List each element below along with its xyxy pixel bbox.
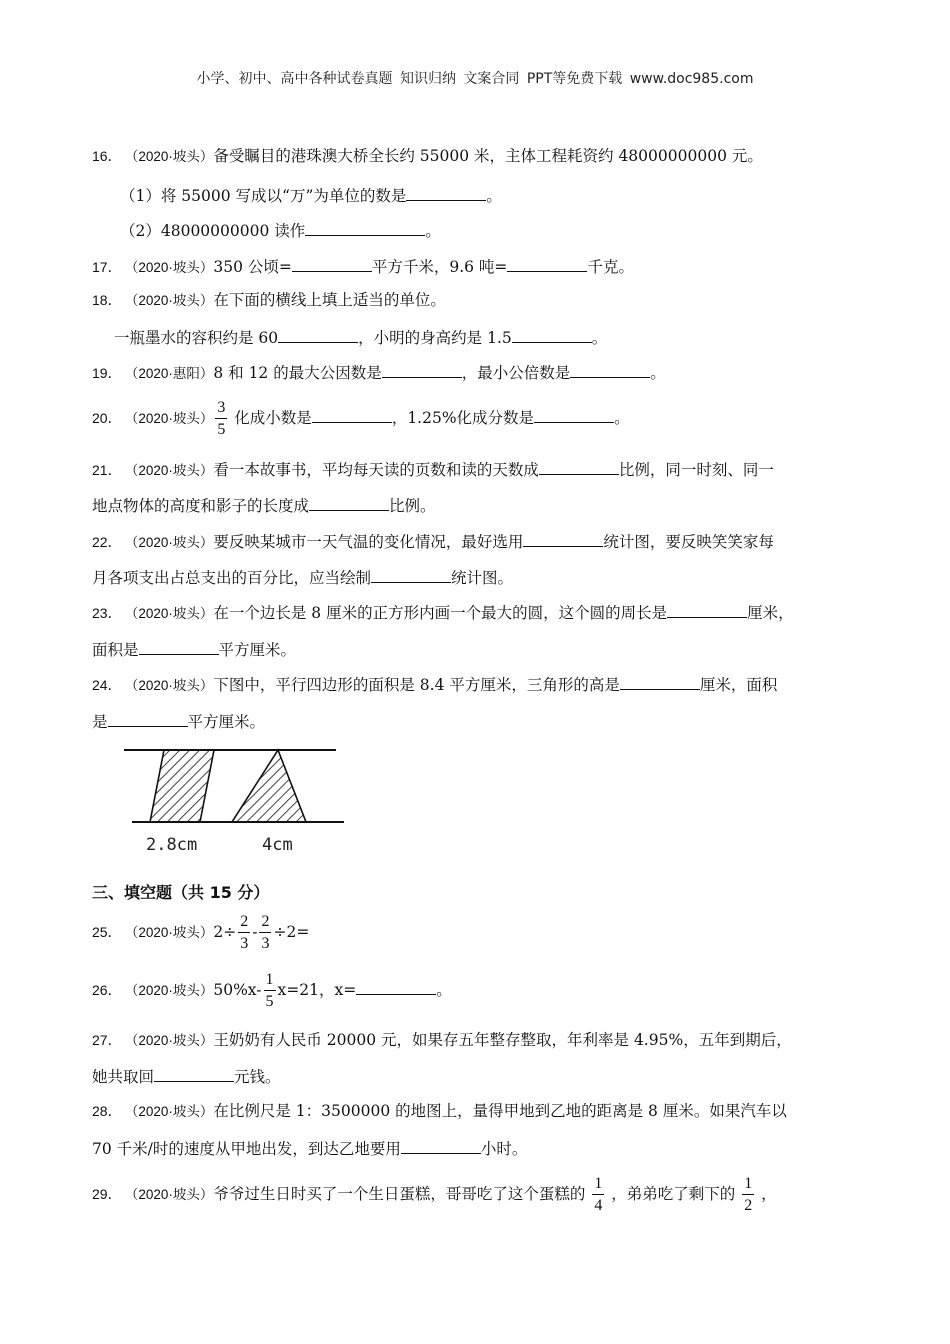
question-source: （2020·坡头） bbox=[131, 1104, 214, 1119]
question-source: （2020·坡头） bbox=[131, 535, 214, 550]
question-number: 29． bbox=[92, 1186, 122, 1202]
question-27 bbox=[92, 1030, 792, 1051]
question-text: 是 bbox=[92, 713, 108, 731]
question-24 bbox=[92, 673, 777, 696]
question-text: 她共取回 bbox=[92, 1068, 155, 1086]
question-text: 千克。 bbox=[587, 258, 634, 276]
question-text: 备受瞩目的港珠澳大桥全长约 55000 米，主体工程耗资约 48000000000 元。 bbox=[213, 147, 763, 165]
question-number: 22． bbox=[92, 534, 122, 550]
answer-blank[interactable] bbox=[401, 1137, 481, 1154]
question-text: 。 bbox=[650, 364, 666, 382]
question-24-line-2 bbox=[92, 710, 265, 732]
fraction bbox=[264, 972, 276, 1010]
fraction bbox=[215, 400, 227, 438]
fraction-denominator: 5 bbox=[265, 993, 274, 1010]
question-19 bbox=[92, 361, 666, 384]
question-text: 。 bbox=[436, 981, 452, 999]
question-number: 28． bbox=[92, 1103, 122, 1119]
question-text: ÷2= bbox=[273, 923, 310, 941]
question-text: 厘米， bbox=[747, 604, 794, 622]
fraction-numerator: 1 bbox=[742, 1176, 754, 1195]
fraction-numerator: 2 bbox=[238, 914, 250, 933]
answer-blank[interactable] bbox=[667, 601, 747, 618]
question-text: 小时。 bbox=[480, 1140, 528, 1158]
question-text: 2÷ bbox=[213, 923, 237, 941]
question-text: 平方厘米。 bbox=[218, 641, 297, 659]
part-text: （1）将 55000 写成以“万”为单位的数是 bbox=[120, 187, 407, 205]
fraction-numerator: 2 bbox=[259, 914, 271, 933]
question-number: 27． bbox=[92, 1032, 122, 1048]
question-22-line-2 bbox=[92, 566, 513, 588]
question-26 bbox=[92, 970, 452, 1011]
question-27-line-2 bbox=[92, 1065, 281, 1087]
question-text: 在一个边长是 8 厘米的正方形内画一个最大的圆，这个圆的周长是 bbox=[213, 604, 668, 622]
question-text: ， bbox=[761, 1185, 777, 1203]
question-text: 月各项支出占总支出的百分比，应当绘制 bbox=[92, 569, 372, 587]
part-end: 。 bbox=[486, 187, 502, 205]
question-text: 比例。 bbox=[389, 497, 436, 515]
question-text: 下图中，平行四边形的面积是 8.4 平方厘米，三角形的高是 bbox=[213, 676, 620, 694]
question-23 bbox=[92, 601, 794, 624]
question-18-line-2 bbox=[114, 326, 607, 348]
answer-blank[interactable] bbox=[154, 1065, 234, 1082]
question-number: 20． bbox=[92, 410, 122, 426]
question-number: 17． bbox=[92, 259, 122, 275]
question-17 bbox=[92, 255, 634, 278]
fraction-denominator: 2 bbox=[744, 1197, 753, 1214]
label-base-triangle: 4cm bbox=[262, 835, 293, 855]
answer-blank[interactable] bbox=[312, 406, 392, 423]
question-source: （2020·坡头） bbox=[131, 983, 214, 998]
question-text: ，弟弟吃了剩下的 bbox=[611, 1185, 736, 1203]
answer-blank[interactable] bbox=[570, 361, 650, 378]
fraction-denominator: 4 bbox=[594, 1197, 603, 1214]
question-text: 8 和 12 的最大公因数是 bbox=[213, 364, 382, 382]
question-16-part-1 bbox=[120, 184, 502, 206]
question-text: 地点物体的高度和影子的长度成 bbox=[92, 497, 310, 515]
question-text: 50%x- bbox=[213, 981, 262, 999]
answer-blank[interactable] bbox=[108, 710, 188, 727]
question-text: ，1.25%化成分数是 bbox=[391, 409, 535, 427]
question-text: 统计图。 bbox=[451, 569, 514, 587]
question-number: 21． bbox=[92, 462, 122, 478]
question-number: 18． bbox=[92, 292, 122, 308]
question-28 bbox=[92, 1101, 787, 1122]
question-number: 16． bbox=[92, 148, 122, 164]
question-source: （2020·坡头） bbox=[131, 1033, 214, 1048]
question-text: 。 bbox=[614, 409, 630, 427]
answer-blank[interactable] bbox=[620, 673, 700, 690]
question-text: 化成小数是 bbox=[234, 409, 312, 427]
question-20 bbox=[92, 398, 630, 439]
fraction-numerator: 1 bbox=[264, 972, 276, 991]
answer-blank[interactable] bbox=[305, 219, 425, 236]
question-22 bbox=[92, 530, 774, 553]
question-text: 王奶奶有人民币 20000 元，如果存五年整存整取，年利率是 4.95%，五年到期后， bbox=[213, 1031, 792, 1049]
fraction bbox=[238, 914, 250, 952]
triangle bbox=[232, 750, 306, 822]
question-29 bbox=[92, 1174, 777, 1215]
fraction-numerator: 1 bbox=[592, 1176, 604, 1195]
answer-blank[interactable] bbox=[278, 326, 358, 343]
answer-blank[interactable] bbox=[507, 255, 587, 272]
question-text: ，最小公倍数是 bbox=[461, 364, 571, 382]
answer-blank[interactable] bbox=[382, 361, 462, 378]
fraction-denominator: 5 bbox=[217, 421, 226, 438]
part-text: （2）48000000000 读作 bbox=[120, 222, 306, 240]
question-16-part-2 bbox=[120, 219, 441, 241]
question-text: 爷爷过生日时买了一个生日蛋糕，哥哥吃了这个蛋糕的 bbox=[213, 1185, 586, 1203]
question-source: （2020·惠阳） bbox=[131, 366, 214, 381]
question-18 bbox=[92, 290, 446, 311]
fraction bbox=[259, 914, 271, 952]
fraction-denominator: 3 bbox=[261, 935, 270, 952]
question-number: 23． bbox=[92, 605, 122, 621]
question-21 bbox=[92, 458, 774, 481]
question-text: 看一本故事书，平均每天读的页数和读的天数成 bbox=[213, 461, 539, 479]
label-base-parallelogram: 2.8cm bbox=[146, 835, 198, 855]
answer-blank[interactable] bbox=[406, 184, 486, 201]
question-16 bbox=[92, 146, 763, 167]
answer-blank[interactable] bbox=[292, 255, 372, 272]
question-source: （2020·坡头） bbox=[131, 411, 214, 426]
question-21-line-2 bbox=[92, 494, 436, 516]
fraction bbox=[742, 1176, 754, 1214]
question-text: 。 bbox=[591, 329, 608, 347]
question-text: 要反映某城市一天气温的变化情况，最好选用 bbox=[213, 533, 524, 551]
question-28-line-2 bbox=[92, 1137, 527, 1159]
question-text: 在比例尺是 1：3500000 的地图上，量得甲地到乙地的距离是 8 厘米。如果汽车以 bbox=[213, 1102, 787, 1120]
question-text: ，小明的身高约是 1.5 bbox=[358, 329, 512, 347]
section-title: 三、填空题（共 15 分） bbox=[92, 883, 270, 902]
question-text: 平方厘米。 bbox=[187, 713, 266, 731]
question-text: 厘米，面积 bbox=[699, 676, 778, 694]
question-source: （2020·坡头） bbox=[131, 149, 214, 164]
question-text: 统计图，要反映笑笑家每 bbox=[603, 533, 774, 551]
question-text: - bbox=[252, 923, 258, 941]
parallelogram-triangle-figure bbox=[118, 742, 358, 860]
question-source: （2020·坡头） bbox=[131, 260, 214, 275]
question-source: （2020·坡头） bbox=[131, 293, 214, 308]
answer-blank[interactable] bbox=[371, 566, 451, 583]
fraction-numerator: 3 bbox=[215, 400, 227, 419]
question-number: 19． bbox=[92, 365, 122, 381]
question-25 bbox=[92, 912, 309, 953]
page-header: 小学、初中、高中各种试卷真题 知识归纳 文案合同 PPT等免费下载 www.doc985.com bbox=[196, 71, 754, 87]
answer-blank[interactable] bbox=[139, 638, 219, 655]
question-text: 350 公顷= bbox=[213, 258, 292, 276]
question-number: 24． bbox=[92, 677, 122, 693]
question-number: 26． bbox=[92, 982, 122, 998]
part-end: 。 bbox=[425, 222, 441, 240]
answer-blank[interactable] bbox=[512, 326, 592, 343]
question-23-line-2 bbox=[92, 638, 296, 660]
answer-blank[interactable] bbox=[523, 530, 603, 547]
question-text: 在下面的横线上填上适当的单位。 bbox=[213, 291, 446, 309]
question-text: 面积是 bbox=[92, 641, 139, 659]
answer-blank[interactable] bbox=[309, 494, 389, 511]
answer-blank[interactable] bbox=[539, 458, 619, 475]
question-source: （2020·坡头） bbox=[131, 678, 214, 693]
answer-blank[interactable] bbox=[534, 406, 614, 423]
question-source: （2020·坡头） bbox=[131, 463, 214, 478]
question-text: 平方千米，9.6 吨= bbox=[371, 258, 508, 276]
question-source: （2020·坡头） bbox=[131, 606, 214, 621]
question-text: 比例，同一时刻、同一 bbox=[618, 461, 774, 479]
parallelogram bbox=[150, 750, 214, 822]
question-source: （2020·坡头） bbox=[131, 925, 214, 940]
answer-blank[interactable] bbox=[356, 978, 436, 995]
fraction-denominator: 3 bbox=[240, 935, 249, 952]
question-text: x=21，x= bbox=[277, 981, 357, 999]
question-text: 元钱。 bbox=[234, 1068, 281, 1086]
question-source: （2020·坡头） bbox=[131, 1187, 214, 1202]
question-number: 25． bbox=[92, 924, 122, 940]
question-text: 一瓶墨水的容积约是 60 bbox=[114, 329, 279, 347]
fraction bbox=[592, 1176, 604, 1214]
question-text: 70 千米/时的速度从甲地出发，到达乙地要用 bbox=[92, 1140, 401, 1158]
